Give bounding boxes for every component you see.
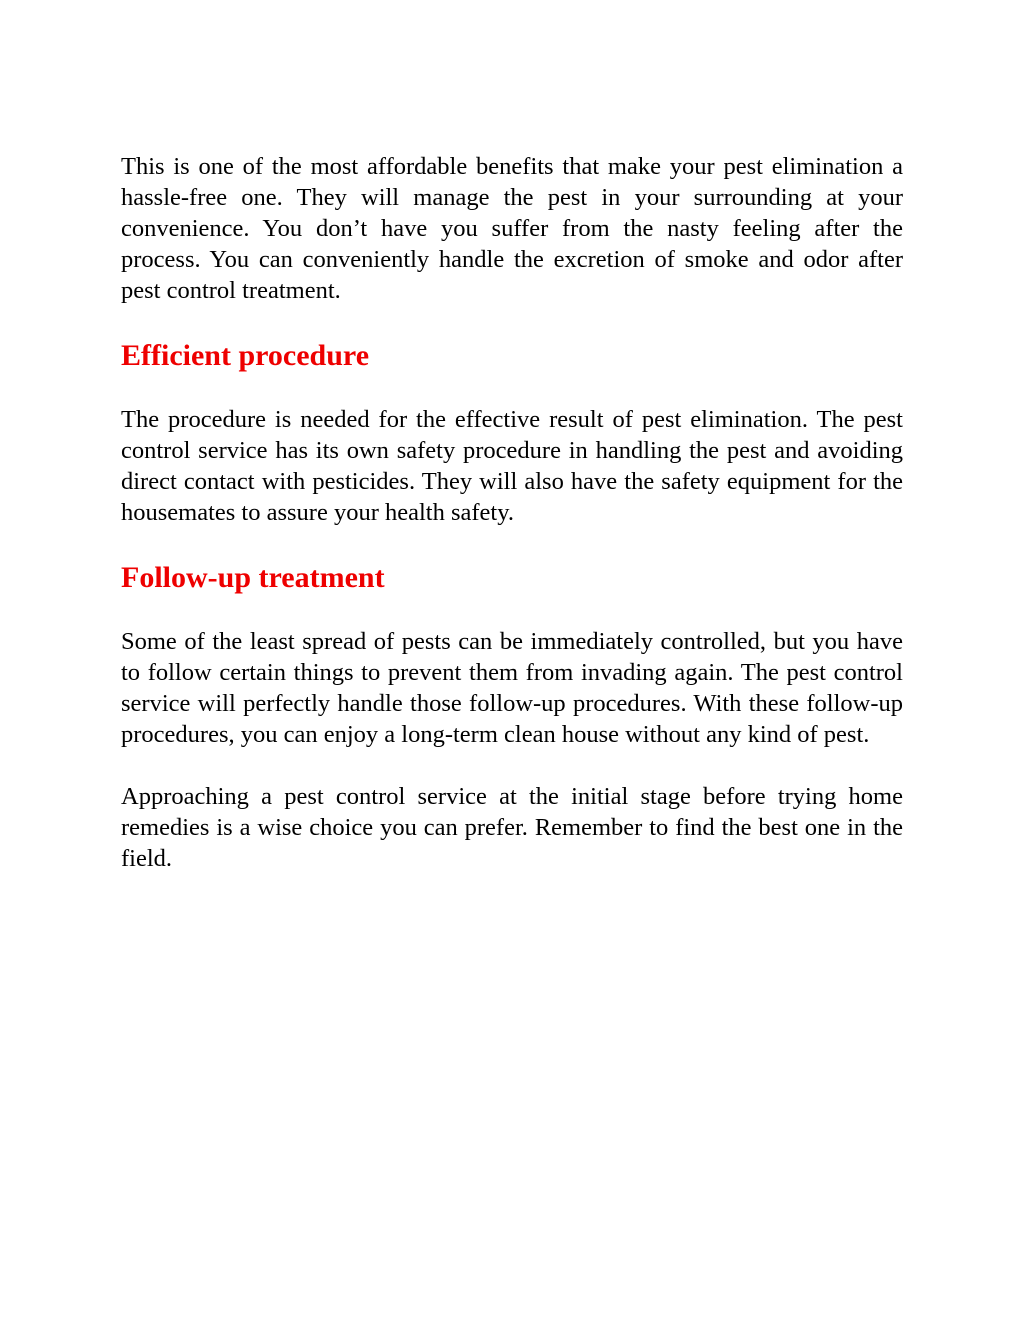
paragraph-conclusion: Approaching a pest control service at the initial stage before trying home remedies is a wise choice you can prefer. Remember to find the best one in the field. bbox=[121, 783, 903, 872]
heading-follow-up-treatment: Follow-up treatment bbox=[121, 561, 385, 594]
paragraph-follow-up-treatment: Some of the least spread of pests can be immediately controlled, but you have to follow certain things to prevent them from invading again. The pest control service will perfectly handle those follow-up procedures. With these follow-up procedures, you can enjoy a long-term clean house without any kind of pest. bbox=[121, 628, 903, 748]
paragraph-affordable-benefits: This is one of the most affordable benefits that make your pest elimination a hassle-free one. They will manage the pest in your surrounding at your convenience. You don’t have you suffer from the nasty feeling after the process. You can conveniently handle the excretion of smoke and odor after pest control treatment. bbox=[121, 153, 903, 304]
paragraph-efficient-procedure: The procedure is needed for the effective result of pest elimination. The pest control service has its own safety procedure in handling the pest and avoiding direct contact with pesticides. They will also have the safety equipment for the housemates to assure your health safety. bbox=[121, 406, 903, 526]
document-page bbox=[121, 151, 903, 874]
heading-efficient-procedure: Efficient procedure bbox=[121, 339, 370, 372]
